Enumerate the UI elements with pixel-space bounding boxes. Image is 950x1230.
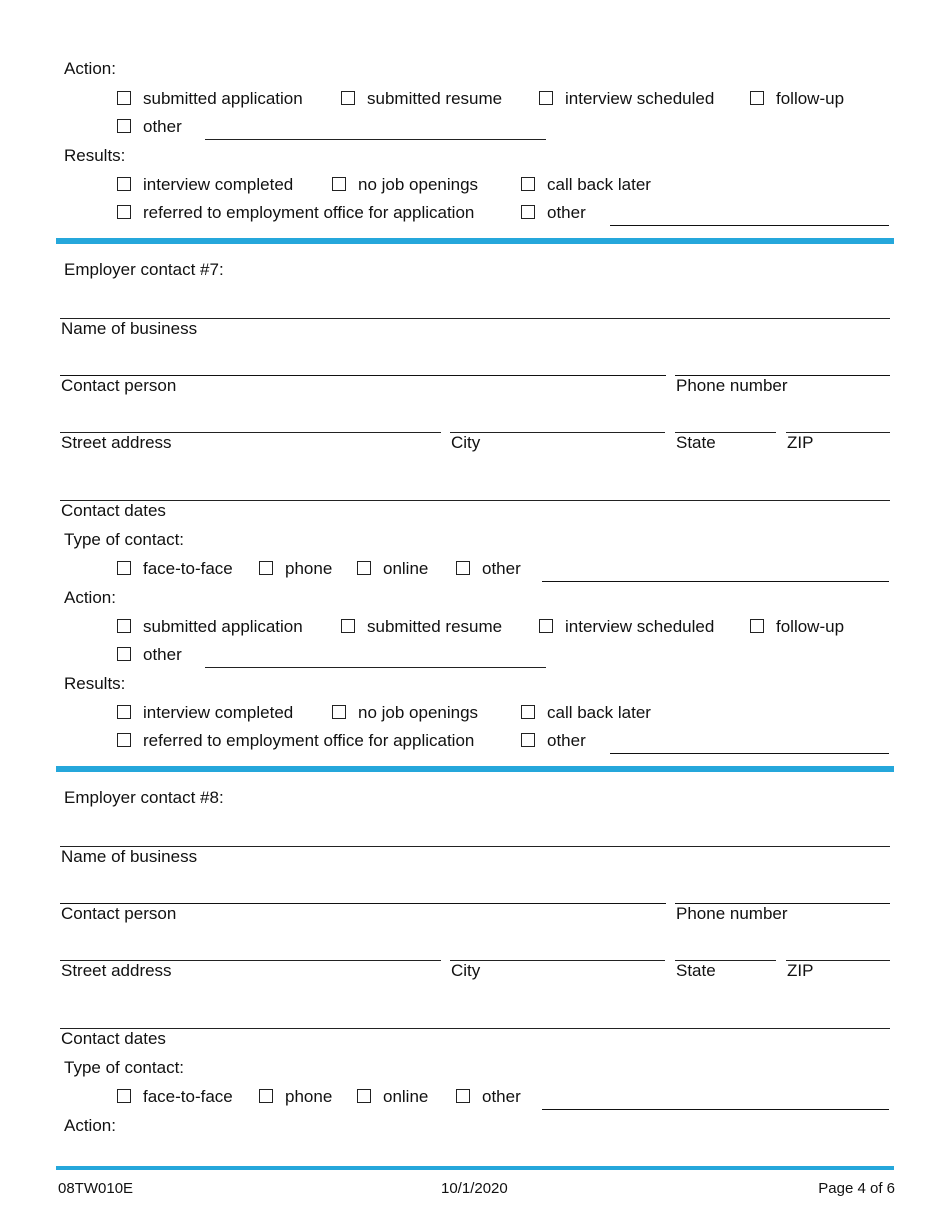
option-label: interview completed xyxy=(143,175,294,194)
field-label: ZIP xyxy=(787,433,814,452)
action-label: Action: xyxy=(64,59,116,78)
checkbox-interview-completed[interactable] xyxy=(117,705,131,719)
checkbox-referred[interactable] xyxy=(117,733,131,747)
field-label: Contact person xyxy=(61,376,177,395)
field-label: City xyxy=(451,961,481,980)
checkbox-online[interactable] xyxy=(357,1089,371,1103)
checkbox-phone[interactable] xyxy=(259,1089,273,1103)
contact-dates-field[interactable] xyxy=(60,1028,890,1029)
field-label: State xyxy=(676,433,716,452)
option-label: call back later xyxy=(547,703,651,722)
option-label: other xyxy=(143,645,182,664)
option-label: interview scheduled xyxy=(565,617,715,636)
type-other-field[interactable] xyxy=(542,581,889,582)
checkbox-referred[interactable] xyxy=(117,205,131,219)
checkbox-no-job-openings[interactable] xyxy=(332,705,346,719)
option-label: other xyxy=(143,117,182,136)
contact-dates-field[interactable] xyxy=(60,500,890,501)
option-label: face-to-face xyxy=(143,1087,233,1106)
option-label: no job openings xyxy=(358,703,479,722)
option-label: other xyxy=(482,559,521,578)
option-label: submitted resume xyxy=(367,89,503,108)
checkbox-results-other[interactable] xyxy=(521,733,535,747)
option-label: phone xyxy=(285,1087,333,1106)
checkbox-call-back-later[interactable] xyxy=(521,705,535,719)
checkbox-submitted-application[interactable] xyxy=(117,91,131,105)
option-label: follow-up xyxy=(776,617,845,636)
option-label: referred to employment office for application xyxy=(143,203,475,222)
section-divider xyxy=(56,766,894,772)
type-of-contact-label: Type of contact: xyxy=(64,530,185,549)
checkbox-type-other[interactable] xyxy=(456,1089,470,1103)
field-label: Street address xyxy=(61,961,172,980)
field-label: Contact dates xyxy=(61,501,166,520)
action-label: Action: xyxy=(64,588,116,607)
field-label: City xyxy=(451,433,481,452)
field-label: State xyxy=(676,961,716,980)
checkbox-action-other[interactable] xyxy=(117,119,131,133)
action-other-field[interactable] xyxy=(205,139,546,140)
option-label: online xyxy=(383,559,429,578)
checkbox-interview-completed[interactable] xyxy=(117,177,131,191)
action-label: Action: xyxy=(64,1116,116,1135)
checkbox-online[interactable] xyxy=(357,561,371,575)
checkbox-no-job-openings[interactable] xyxy=(332,177,346,191)
checkbox-follow-up[interactable] xyxy=(750,91,764,105)
field-label: Name of business xyxy=(61,847,198,866)
results-label: Results: xyxy=(64,146,126,165)
checkbox-results-other[interactable] xyxy=(521,205,535,219)
field-label: Contact dates xyxy=(61,1029,166,1048)
option-label: follow-up xyxy=(776,89,845,108)
field-label: Phone number xyxy=(676,904,788,923)
footer-divider xyxy=(56,1166,894,1170)
checkbox-submitted-application[interactable] xyxy=(117,619,131,633)
checkbox-phone[interactable] xyxy=(259,561,273,575)
field-label: Street address xyxy=(61,433,172,452)
option-label: no job openings xyxy=(358,175,479,194)
contact-heading: Employer contact #8: xyxy=(64,788,224,807)
option-label: other xyxy=(547,731,586,750)
page-number: Page 4 of 6 xyxy=(818,1180,895,1197)
field-label: Contact person xyxy=(61,904,177,923)
form-code: 08TW010E xyxy=(58,1180,134,1197)
option-label: referred to employment office for application xyxy=(143,731,475,750)
option-label: face-to-face xyxy=(143,559,233,578)
action-other-field[interactable] xyxy=(205,667,546,668)
checkbox-follow-up[interactable] xyxy=(750,619,764,633)
option-label: interview completed xyxy=(143,703,294,722)
checkbox-face-to-face[interactable] xyxy=(117,561,131,575)
results-other-field[interactable] xyxy=(610,753,889,754)
checkbox-face-to-face[interactable] xyxy=(117,1089,131,1103)
option-label: submitted application xyxy=(143,89,303,108)
option-label: online xyxy=(383,1087,429,1106)
checkbox-interview-scheduled[interactable] xyxy=(539,91,553,105)
option-label: submitted application xyxy=(143,617,303,636)
contact-heading: Employer contact #7: xyxy=(64,260,224,279)
city-field[interactable] xyxy=(450,432,665,433)
option-label: other xyxy=(547,203,586,222)
field-label: Phone number xyxy=(676,376,788,395)
option-label: phone xyxy=(285,559,333,578)
city-field[interactable] xyxy=(450,960,665,961)
checkbox-type-other[interactable] xyxy=(456,561,470,575)
checkbox-submitted-resume[interactable] xyxy=(341,619,355,633)
type-of-contact-label: Type of contact: xyxy=(64,1058,185,1077)
checkbox-call-back-later[interactable] xyxy=(521,177,535,191)
checkbox-interview-scheduled[interactable] xyxy=(539,619,553,633)
option-label: call back later xyxy=(547,175,651,194)
type-other-field[interactable] xyxy=(542,1109,889,1110)
results-other-field[interactable] xyxy=(610,225,889,226)
option-label: other xyxy=(482,1087,521,1106)
checkbox-submitted-resume[interactable] xyxy=(341,91,355,105)
option-label: submitted resume xyxy=(367,617,503,636)
field-label: Name of business xyxy=(61,319,198,338)
field-label: ZIP xyxy=(787,961,814,980)
checkbox-action-other[interactable] xyxy=(117,647,131,661)
section-divider xyxy=(56,238,894,244)
results-label: Results: xyxy=(64,674,126,693)
form-date: 10/1/2020 xyxy=(441,1180,508,1197)
option-label: interview scheduled xyxy=(565,89,715,108)
